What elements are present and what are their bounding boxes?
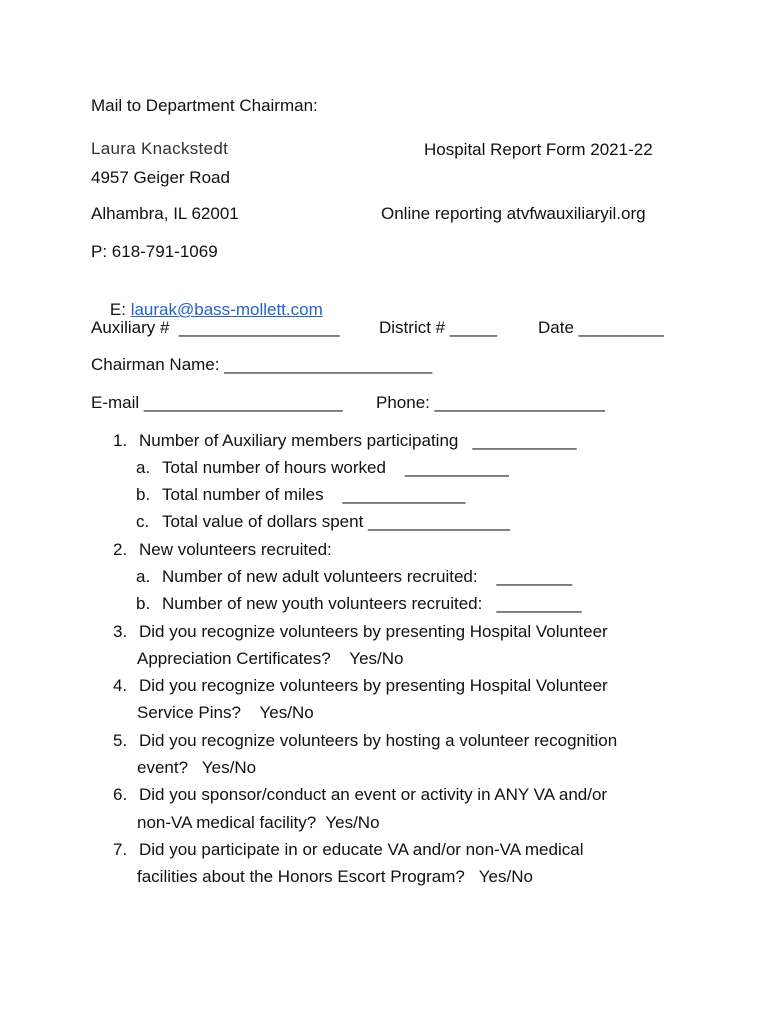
address-street: 4957 Geiger Road — [91, 168, 230, 187]
chairman-name: Laura Knackstedt — [91, 139, 229, 158]
date-field[interactable]: Date _________ — [538, 318, 664, 337]
question-2: 2. New volunteers recruited: — [113, 540, 332, 559]
question-2a: a. Number of new adult volunteers recruited: ________ — [136, 567, 573, 586]
phone-line: P: 618-791-1069 — [91, 242, 218, 261]
email-prefix: E: — [109, 300, 131, 319]
chairman-name-field[interactable]: Chairman Name: ______________________ — [91, 355, 433, 374]
question-3-continued: Appreciation Certificates? Yes/No — [137, 649, 404, 668]
question-5-continued: event? Yes/No — [137, 758, 257, 777]
question-1a: a. Total number of hours worked ___________ — [136, 458, 509, 477]
question-1b: b. Total number of miles _____________ — [136, 485, 466, 504]
auxiliary-number-field[interactable]: Auxiliary # _________________ — [91, 318, 340, 337]
online-reporting: Online reporting atvfwauxiliaryil.org — [381, 204, 646, 223]
email-field[interactable]: E-mail _____________________ — [91, 393, 343, 412]
question-6: 6. Did you sponsor/conduct an event or activity in ANY VA and/or — [113, 785, 608, 804]
question-4: 4. Did you recognize volunteers by presenting Hospital Volunteer — [113, 676, 608, 695]
question-6-continued: non-VA medical facility? Yes/No — [137, 813, 380, 832]
email-link[interactable]: laurak@bass-mollett.com — [130, 300, 323, 319]
form-title: Hospital Report Form 2021-22 — [424, 140, 653, 159]
district-field[interactable]: District # _____ — [379, 318, 498, 337]
address-city: Alhambra, IL 62001 — [91, 204, 239, 223]
question-1c: c. Total value of dollars spent _______________ — [136, 512, 510, 531]
question-7-continued: facilities about the Honors Escort Program? Yes/No — [137, 867, 533, 886]
phone-field[interactable]: Phone: __________________ — [376, 393, 605, 412]
question-1: 1. Number of Auxiliary members participating ___________ — [113, 431, 577, 450]
question-4-continued: Service Pins? Yes/No — [137, 703, 314, 722]
question-3: 3. Did you recognize volunteers by presenting Hospital Volunteer — [113, 622, 608, 641]
question-7: 7. Did you participate in or educate VA and/or non-VA medical — [113, 840, 584, 859]
question-2b: b. Number of new youth volunteers recruited: _________ — [136, 594, 582, 613]
question-5: 5. Did you recognize volunteers by hosting a volunteer recognition — [113, 731, 618, 750]
mail-to-heading: Mail to Department Chairman: — [91, 96, 318, 115]
